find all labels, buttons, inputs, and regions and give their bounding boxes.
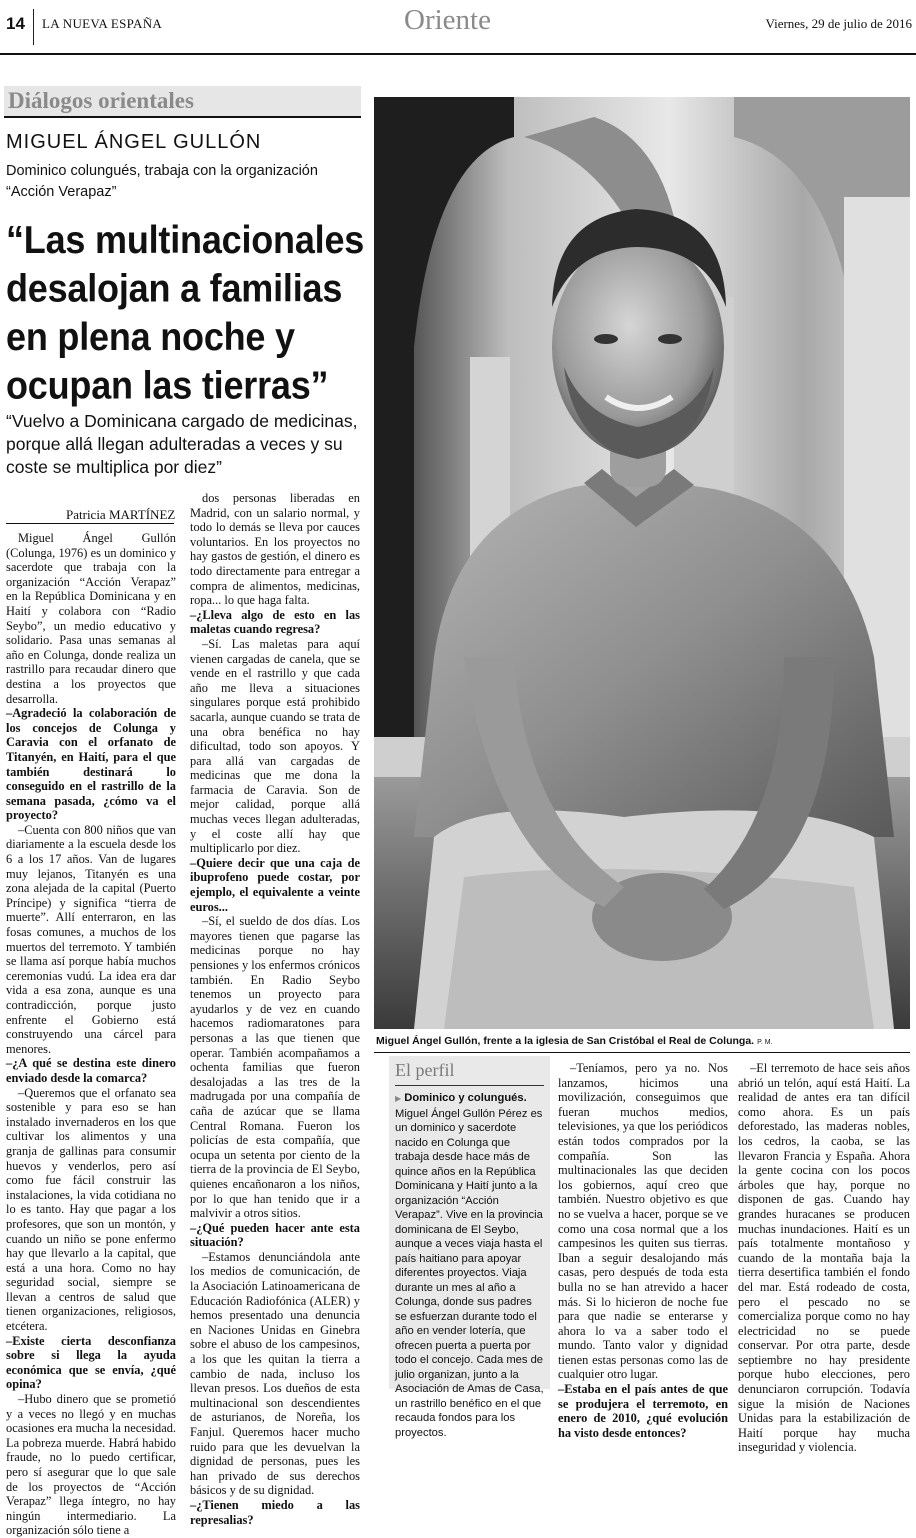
profile-title: El perfil [395,1060,455,1080]
profile-box [389,1056,550,1439]
profile-text: Miguel Ángel Gullón Pérez es un dominico y sacerdote nacido en Colunga que trabaja desde hace más de quince años en la República Dominicana y Haití junto a la organización “Acción Verapaz”. Vive en la provincia dominicana de El Seybo, aunque a veces viaja hasta el país haitiano para apoyar diferentes proyectos. Viaja durante un mes al año a Colunga, donde sus padres se esfuerzan durante todo el año en vender lotería, que ofrecen puerta a puerta por todo el concejo. Cada mes de julio organizan, junto a la Asociación de Amas de Casa, un rastrillo benéfico en el que recauda fondos para los proyectos. [395,1107,544,1439]
triangle-bullet-icon: ▶ [395,1094,402,1103]
photo-caption-text: Miguel Ángel Gullón, frente a la iglesia de San Cristóbal el Real de Colunga. [376,1035,755,1047]
profile-rule [395,1085,544,1086]
byline: Patricia MARTÍNEZ [66,507,176,522]
article-paragraph: –Sí. Las maletas para aquí vienen cargadas de canela, que se vende en el rastrillo y que cada año me lleva a situaciones singulares porque está prohibido sacarla, aunque cuando se trata de una obra benéfica no hay dificultad, todo son apoyos. Y para allá van cargadas de medicinas que me dona la farmacia de Caravia. Son de mejor calidad, porque allá muchas veces llegan adulteradas, y el coste allí hay que multiplicarlo por diez. [190,636,360,856]
photo-caption [376,1035,910,1047]
photo-eye-left [594,334,618,344]
interview-question: –Existe cierta desconfianza sobre si llega la ayuda económica que se envía, ¿qué opina? [6,1333,176,1392]
article-paragraph: –Estamos denunciándola ante los medios de comunicación, de la Asociación Latinoamericana de Educación Radiofónica (ALER) y hemos presentado una denuncia en Naciones Unidas en Ginebra sobre el abuso de los campesinos, a los que les quitan la tierra a cambio de nada, incluso los llevan presos. Los dueños de esta multinacional son descendientes de asturianos, de Noreña, los Fanjul. Queremos hacer mucho ruido para que les devuelvan la dignidad de personas, pues les han privado de sus derechos básicos y de su dignidad. [190,1249,360,1498]
profile-body [395,1091,546,1440]
headline: “Las multinacionales desalojan a familias en plena noche y ocupan las tierras” [6,217,365,408]
photo-face [552,237,724,457]
article-column-4 [738,1061,910,1455]
photo-credit: P. M. [757,1039,773,1046]
interview-question: –¿Qué pueden hacer ante esta situación? [190,1220,360,1250]
article-paragraph: –Sí, el sueldo de dos días. Los mayores tienen que pagarse las medicinas porque no hay pensiones y los enfermos crónicos también. En Radio Seybo tenemos un proyecto para ayudarlos y de vez en cuando hacemos radiomaratones para personas a las que tienen que operar. También acompañamos a ochenta familias que fueron desalojadas a las tres de la madrugada por una compañía de caña de azúcar que se llama Central Romana. Fueron los policías de esta compañía, que ocupa un setenta por ciento de la tierra de la provincia de El Seybo, quienes encañonaron a los niños, por lo que han tenido que ir a malvivir a otros sitios. [190,914,360,1221]
article-paragraph: –Cuenta con 800 niños que van diariamente a la escuela desde los 6 a los 17 años. Van de lugares muy lejanos, Titanyén es una zona alejada de la capital (Puerto Príncipe) y significa “tierra de muerte”. Allí enterraron, en las fosas comunes, a muchos de los muertos del terremoto. Y también se llama así porque había muchos ceremonias vudú. La idea era dar vida a esa zona, aunque es una contradicción, porque justo enfrente el Gobierno está construyendo una cárcel para menores. [6,822,176,1056]
profile-lead: Dominico y colungués. [404,1092,527,1104]
kicker-rule [4,116,361,118]
interview-question: –¿Tienen miedo a las represalias? [190,1497,360,1527]
interview-question: –Estaba en el país antes de que se produjera el terremoto, en enero de 2010, ¿qué evolución ha visto desde entonces? [558,1382,728,1440]
article-paragraph: dos personas liberadas en Madrid, con un salario normal, y todo lo demás se lleva por cauces voluntarios. En los proyectos no hay gastos de gestión, el dinero es todo directamente para entregar a compra de alimentos, medicinas, ropa... lo que haga falta. [190,491,360,608]
byline-rule [6,523,174,524]
article-column-2 [190,491,360,1527]
article-paragraph: Miguel Ángel Gullón (Colunga, 1976) es un dominico y sacerdote que trabaja con la organización “Acción Verapaz” en la República Dominicana y en Haití y colabora con “Radio Seybo”, un medio educativo y solidario. Pasa unas semanas al año en Colunga, donde realiza un rastrillo para recaudar dinero que destina a los proyectos que desarrolla. [6,531,176,706]
interview-question: –¿A qué se destina este dinero enviado desde la comarca? [6,1056,176,1085]
interview-question: –Agradeció la colaboración de los concejos de Colunga y Caravia con el orfanato de Titanyén, en Haití, para el que también destinará lo conseguido en el rastrillo de la semana pasada, ¿cómo va el proyecto? [6,706,176,823]
newspaper-name: LA NUEVA ESPAÑA [42,16,163,31]
article-paragraph: –Hubo dinero que se prometió y a veces no llegó y en muchas ocasiones era mucha la necesidad. La pobreza muerde. Habrá habido fraude, no lo puedo certificar, pero sí asegurar que lo que sale de los proyectos de “Acción Verapaz” llega íntegro, no hay ningún intermediario. La organización sólo tiene a [6,1392,176,1538]
article-column-3 [558,1061,728,1440]
header-divider [33,9,34,45]
interview-question: –¿Lleva algo de esto en las maletas cuando regresa? [190,607,360,637]
photo-eye-right [658,334,682,344]
interviewee-name: MIGUEL ÁNGEL GULLÓN [6,131,262,153]
article-paragraph: –Queremos que el orfanato sea sostenible y para eso se han instalado invernaderos en los que cultivar los alimentos y una granja de gallinas para consumir huevos y venderlos, pero así como fue fácil construir las instalaciones, la vida cotidiana no lo es tanto. Hay que pagar a los profesores, que son un montón, y cuando un niño se pone enfermo hay que llevarlo a la capital, que está a una hora. Como no hay seguridad social, siempre se llevan a centros de salud que tienen organizaciones, religiosos, etcétera. [6,1085,176,1334]
issue-date: Viernes, 29 de julio de 2016 [765,16,912,31]
article-paragraph: –El terremoto de hace seis años abrió un telón, aquí está Haití. La realidad de antes era tan difícil como ahora. Es un país deforestado, las maderas nobles, los cedros, la caoba, se las llevaron Francia y España. Ahora la gente cocina con los pocos árboles que hay, porque no disponen de gas. Cuando hay grandes huracanes se producen muchas inundaciones. Haití es un país totalmente montañoso y cuando de la montaña baja la tierra desertifica también el fondo del mar. Está rodeado de costa, pero el pescado no se comercializa porque como no hay electricidad no se puede conservar. Por otra parte, desde septiembre no hay presidente porque hubo elecciones, pero denunciaron corrupción. Todavía sigue la misión de Naciones Unidas para la estabilización de Haití porque hay mucha inseguridad y violencia. [738,1061,910,1455]
deck-quote: “Vuelvo a Dominicana cargado de medicinas, porque allá llegan adulteradas a veces y su coste se multiplica por diez” [6,411,358,477]
kicker: Diálogos orientales [8,88,194,113]
article-paragraph: –Teníamos, pero ya no. Nos lanzamos, hicimos una movilización, conseguimos que fueran muchos medios, televisiones, ya que los periódicos están todos comprados por la compañía. Son las multinacionales las que deciden los gobiernos, aquí creo que también. Nuestro objetivo es que no se vuelva a hacer, porque se ve como una cosa normal que a los campesinos les quiten sus tierras. Iban a seguir desalojando más casas, pero después de toda esta bulla no se han atrevido a hacer más. Si lo hicieron de noche fue para que nadie se enterarse y ahora lo va a saber todo el mundo. Tanto valor y dignidad tienen estas personas como las de cualquier otro lugar. [558,1061,728,1382]
interviewee-description: Dominico colungués, trabaja con la organización “Acción Verapaz” [6,163,318,200]
page-number: 14 [6,14,25,33]
interview-question: –Quiere decir que una caja de ibuprofeno puede costar, por ejemplo, el equivalente a veinte euros... [190,855,360,914]
header-rule [0,53,916,55]
portrait-photo [374,97,910,1029]
article-column-1 [6,531,176,1538]
caption-rule [374,1052,910,1053]
section-title: Oriente [404,4,491,36]
